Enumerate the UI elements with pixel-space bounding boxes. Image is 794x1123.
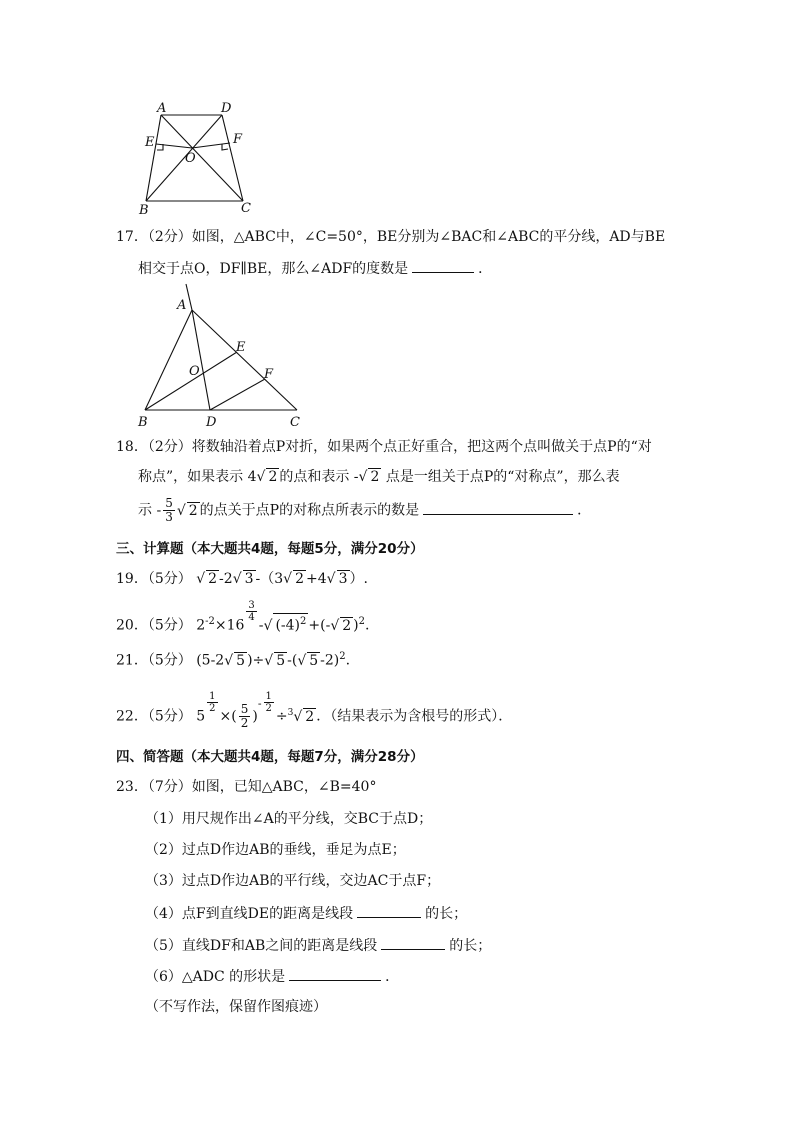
q23-part-6: （6）△ADC 的形状是 ． [145, 966, 399, 987]
label-E: E [145, 135, 155, 150]
q17-line1: 如图，△ABC中，∠C=50°，BE分别为∠BAC和∠ABC的平分线，AD与BE [191, 229, 666, 245]
label-A: A [177, 298, 187, 313]
answer-blank-18[interactable] [423, 500, 573, 515]
q23-part-4: （4）点F到直线DE的距离是线段 的长； [145, 903, 467, 924]
answer-blank-23-6[interactable] [289, 966, 381, 981]
answer-blank-23-5[interactable] [381, 935, 445, 950]
label-O: O [189, 364, 200, 379]
question-22: 22．（5分） 5 $\frac{1}{2}$ ×( $\frac{5}{2}$ )- $\frac{1}{2}$ ÷$^3$√ 2 ．（结果表示为含根号的形式）． [116, 691, 513, 731]
label-O: O [185, 151, 196, 166]
question-18: 18．（2分）将数轴沿着点P对折，如果两个点正好重合，把这两个点叫做关于点P的“对 [116, 439, 652, 455]
question-19: 19．（5分） √ 2 -2√ 3 -（3√ 2 +4√ 3 ）. [116, 571, 368, 587]
question-21: 21．（5分） (5-2√ 5 )÷√ 5 -(√ 5 -2)$^2$. [116, 651, 351, 669]
answer-blank-17[interactable] [412, 258, 474, 273]
label-D: D [221, 101, 232, 116]
triangle-figure [130, 282, 310, 432]
question-18-line2: 称点”，如果表示 4√ 2 的点和表示 -√ 2 点是一组关于点P的“对称点”，那么表 [138, 469, 620, 485]
trapezoid-figure [135, 98, 265, 218]
q23-note: （不写作法，保留作图痕迹） [145, 999, 327, 1015]
section-4-heading: 四、简答题（本大题共4题，每题7分，满分28分） [116, 749, 424, 765]
label-E: E [236, 340, 246, 355]
q23-part-3: （3）过点D作边AB的平行线，交边AC于点F； [145, 873, 441, 889]
label-F: F [264, 367, 274, 382]
label-C: C [290, 415, 300, 430]
question-17: 17．（2分）如图，△ABC中，∠C=50°，BE分别为∠BAC和∠ABC的平分线，AD与BE [116, 229, 666, 245]
label-C: C [241, 201, 251, 216]
label-A: A [157, 101, 167, 116]
question-20: 20．（5分） $2^{-2}\times 16$ $\frac{3}{4}$ -√ $(-4)^2$ +(-√ 2 )$^2$. [116, 600, 370, 634]
question-23: 23．（7分）如图，已知△ABC，∠B=40° [116, 779, 377, 795]
q23-part-1: （1）用尺规作出∠A的平分线，交BC于点D； [145, 811, 433, 827]
q23-part-2: （2）过点D作边AB的垂线，垂足为点E； [145, 842, 406, 858]
label-D: D [206, 415, 217, 430]
question-18-line3: 示 - $\frac{5}{3}$ √ 2 的点关于点P的对称点所表示的数是 ． [138, 496, 592, 524]
section-3-heading: 三、计算题（本大题共4题，每题5分，满分20分） [116, 541, 424, 557]
label-B: B [138, 415, 148, 430]
label-F: F [233, 132, 243, 147]
q23-part-5: （5）直线DF和AB之间的距离是线段 的长； [145, 935, 491, 956]
label-B: B [139, 203, 149, 218]
fraction: $\frac{5}{3}$ [165, 496, 173, 524]
answer-blank-23-4[interactable] [357, 903, 421, 918]
question-17-line2: 相交于点O，DF∥BE，那么∠ADF的度数是 ． [138, 258, 492, 279]
